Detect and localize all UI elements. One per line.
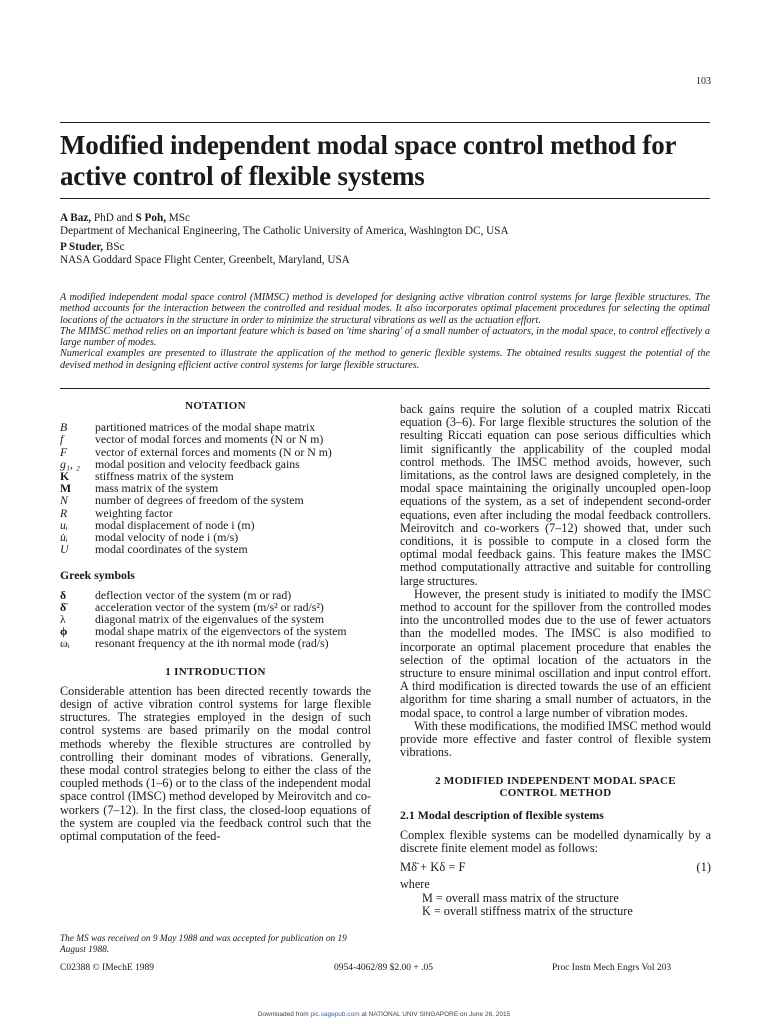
notation-description: modal displacement of node i (m) — [95, 517, 255, 532]
author-name-poh: S Poh, — [135, 212, 166, 224]
notation-description: deflection vector of the system (m or rad) — [95, 587, 292, 602]
notation-symbol: N — [60, 493, 68, 508]
notation-symbol: ϕ — [60, 624, 68, 639]
notation-description: acceleration vector of the system (m/s² or rad/s²) — [95, 599, 324, 614]
notation-row — [60, 507, 371, 519]
notation-description: mass matrix of the system — [95, 481, 219, 496]
introduction-heading: 1 INTRODUCTION — [165, 665, 266, 678]
author-name-baz: A Baz, — [60, 212, 92, 224]
abstract-rule — [60, 388, 710, 389]
notation-symbol: λ — [60, 612, 66, 627]
notation-description: modal shape matrix of the eigenvectors of the system — [95, 624, 347, 639]
notation-symbol: F — [60, 444, 68, 459]
page-number: 103 — [696, 76, 711, 87]
notation-symbol: B — [60, 420, 68, 435]
notation-description: vector of external forces and moments (N or N m) — [95, 444, 332, 459]
abstract-paragraph: Numerical examples are presented to illustrate the application of the method to generic flexible systems. The obtained results suggest the potential of the devised method in designing efficient active control systems for large flexible structures. — [60, 348, 710, 371]
notation-row — [60, 589, 371, 601]
notation-description: stiffness matrix of the system — [95, 469, 234, 484]
download-notice — [0, 1011, 768, 1018]
abstract — [60, 292, 710, 371]
where-definition: K = overall stiffness matrix of the structure — [422, 903, 633, 918]
greek-symbols-heading: Greek symbols — [60, 568, 135, 583]
notation-heading: NOTATION — [185, 400, 246, 412]
section-2-heading — [400, 775, 711, 799]
author-line-2 — [60, 241, 710, 254]
equation-1 — [400, 861, 711, 874]
notation-description: modal position and velocity feedback gains — [95, 456, 300, 471]
notation-symbol: K — [60, 469, 70, 484]
notation-row — [60, 446, 371, 458]
affiliation-2: NASA Goddard Space Flight Center, Greenbelt, Maryland, USA — [60, 254, 350, 266]
footer-journal: Proc Instn Mech Engrs Vol 203 — [552, 963, 672, 973]
abstract-paragraph: The MIMSC method relies on an important feature which is based on 'time sharing' of a small number of actuators, in the modal space, to control effectively a large number of modes. — [60, 325, 710, 349]
author-line-1 — [60, 212, 710, 225]
section-2-heading-line: CONTROL METHOD — [499, 787, 612, 800]
author-degree: BSc — [103, 241, 125, 253]
left-column — [60, 400, 371, 843]
author-degree: MSc — [166, 212, 190, 224]
download-text: at NATIONAL UNIV SINGAPORE on June 26, 2015 — [359, 1011, 511, 1018]
body-paragraph: With these modifications, the modified IMSC method would provide more effective and faster control of flexible system vibrations. — [400, 718, 711, 760]
notation-row — [60, 433, 371, 445]
notation-symbol: g₁, ₂ — [60, 456, 80, 471]
section-2-heading-line: 2 MODIFIED INDEPENDENT MODAL SPACE — [435, 775, 676, 788]
body-paragraph: Complex flexible systems can be modelled dynamically by a discrete finite element model as follows: — [400, 827, 711, 855]
footer-issn: 0954-4062/89 $2.00 + .05 — [334, 963, 434, 973]
notation-row — [60, 494, 371, 506]
authors-block — [60, 212, 710, 267]
notation-row — [60, 543, 371, 555]
download-link[interactable]: pic.sagepub.com — [310, 1011, 360, 1018]
download-text: Downloaded from — [257, 1011, 311, 1018]
notation-symbol: f — [60, 432, 64, 447]
notation-list — [60, 421, 371, 555]
notation-symbol: ωᵢ — [60, 636, 70, 651]
notation-symbol: R — [60, 505, 68, 520]
author-name-studer: P Studer, — [60, 241, 104, 253]
notation-description: vector of modal forces and moments (N or N m) — [95, 432, 324, 447]
notation-description: diagonal matrix of the eigenvalues of the system — [95, 612, 324, 627]
notation-row — [60, 637, 371, 649]
where-label: where — [400, 877, 430, 892]
notation-symbol: M — [60, 481, 72, 496]
notation-description: modal coordinates of the system — [95, 542, 248, 557]
equation-1-body: Mδ̈ + Kδ = F — [400, 860, 466, 875]
abstract-paragraph: A modified independent modal space control (MIMSC) method is developed for designing active vibration control systems for large flexible structures. The method accounts for the interaction between the controlled and residual modes. It also incorporates optimal placement procedures for selecting the optimal locations of the actuators in the structure in order to minimize the structural vibrations as well as the actuation effort. — [60, 292, 710, 326]
received-footnote: The MS was received on 9 May 1988 and was accepted for publication on 19 August 1988. — [60, 934, 347, 955]
notation-description: partitioned matrices of the modal shape matrix — [95, 420, 316, 435]
notation-symbol: U — [60, 542, 69, 557]
notation-description: resonant frequency at the ith normal mode (rad/s) — [95, 636, 329, 651]
notation-symbol: δ — [60, 587, 67, 602]
body-paragraph: back gains require the solution of a coupled matrix Riccati equation (3–6). For large flexible structures the solution of the resulting Riccati equation can pose serious difficulties which limit significantly the applicability of the coupled modal control methods. The IMSC method avoids, however, such limitations, as the control laws are designed completely, in the modal space maintaining the originally uncoupled open-loop equations of the system, as a set of independent second-order equations, even after including the modal feedback controllers. Meirovitch and co-workers (7–12) showed that, under such conditions, it is possible to compute in a closed form the optimal modal feedback gains. This feature makes the IMSC method computationally attractive and suitable for controlling large structures. — [400, 402, 711, 588]
introduction-paragraph: Considerable attention has been directed recently towards the design of active vibration control systems for large flexible structures. The strategies employed in the design of such control systems are based primarily on the modal control methods whereby the flexible structures are controlled by controlling their dominant modes of vibrations. Generally, these modal control strategies belong to either the class of the coupled methods (1–6) or to the class of the independent modal space control (IMSC) method developed by Meirovitch and co-workers (7–12). In the first class, the closed-loop equations of the system are coupled via the feedback control such that the optimal computation of the feed- — [60, 683, 371, 844]
paper-title: Modified independent modal space control method for active control of flexible systems — [60, 130, 676, 191]
equation-1-number: (1) — [696, 860, 711, 875]
affiliation-1: Department of Mechanical Engineering, The Catholic University of America, Washington DC, USA — [60, 225, 509, 237]
title-rule — [60, 198, 710, 199]
notation-symbol: δ̈ — [60, 599, 67, 614]
notation-symbol: u̇ᵢ — [60, 530, 68, 545]
notation-symbol: uᵢ — [60, 517, 68, 532]
top-rule — [60, 122, 710, 123]
where-definition: M = overall mass matrix of the structure — [422, 890, 619, 905]
body-paragraph: However, the present study is initiated to modify the IMSC method to account for the spillover from the controlled modes into the uncontrolled modes due to the use of fewer actuators than the modelled modes. The IMSC is also modified to incorporate an optimal placement procedure that enables the selection of the optimal location of the actuators in the structure to ensure minimal oscillation and input control effort. A third modification is directed towards the use of an efficient algorithm for time sharing a small number of actuators, in the modal space, to control a large number of vibration modes. — [400, 586, 711, 720]
author-degree: PhD and — [91, 212, 136, 224]
section-2-1-heading: 2.1 Modal description of flexible systems — [400, 808, 604, 823]
notation-description: number of degrees of freedom of the system — [95, 493, 304, 508]
footer-copyright: C02388 © IMechE 1989 — [60, 963, 155, 973]
right-column — [400, 403, 711, 918]
greek-symbols-list — [60, 589, 371, 650]
notation-description: modal velocity of node i (m/s) — [95, 530, 239, 545]
notation-description: weighting factor — [95, 505, 173, 520]
